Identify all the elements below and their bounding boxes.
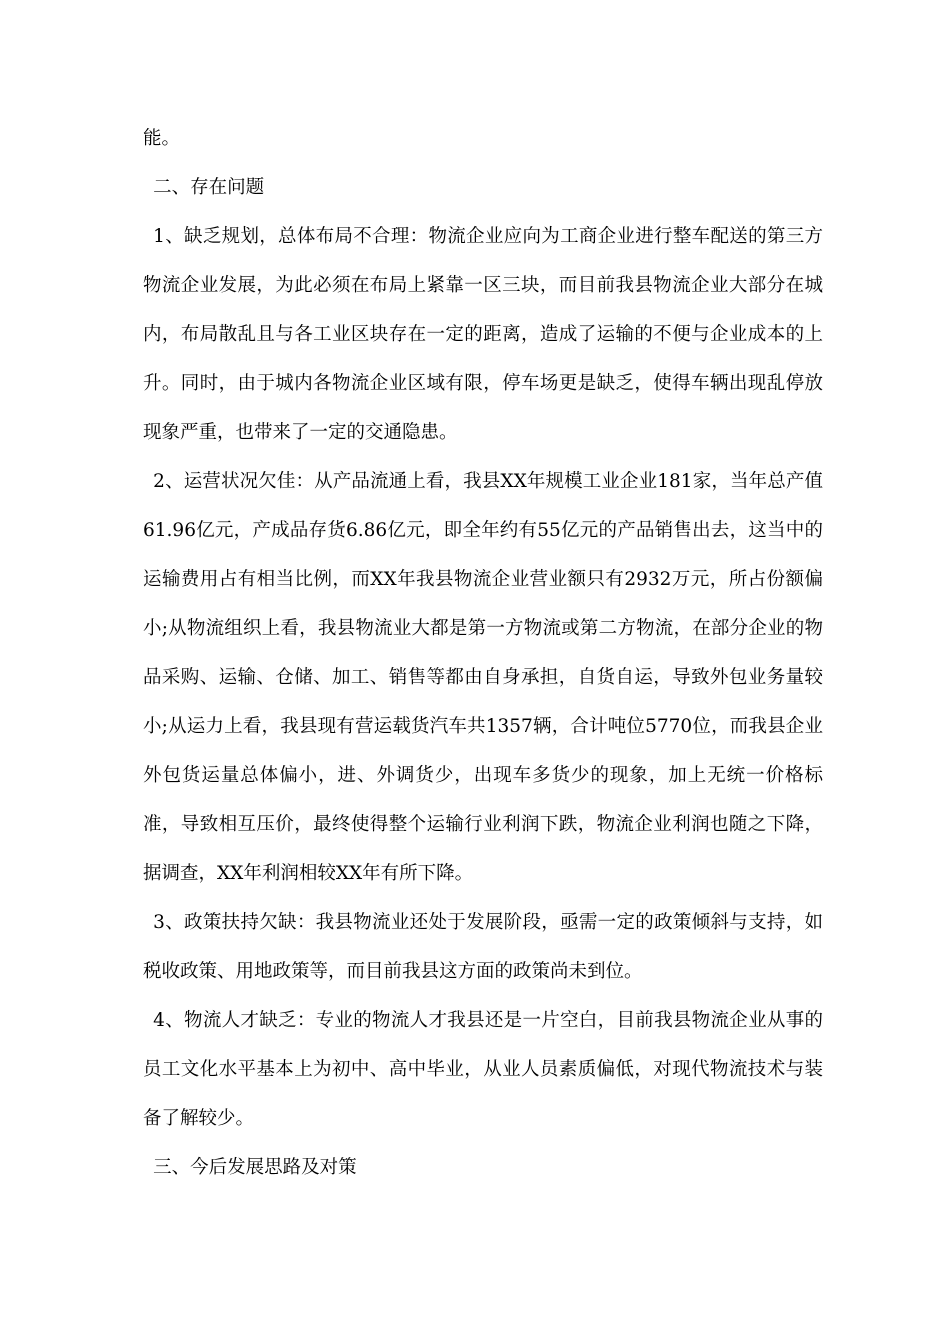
section-heading-problems: 二、存在问题 (153, 177, 265, 198)
paragraph-problem-2: 2、运营状况欠佳：从产品流通上看，我县XX年规模工业企业181家，当年总产值61.96亿元，产成品存货6.86亿元，即全年约有55亿元的产品销售出去，这当中的运输费用占有相当比例，而XX年我县物流企业营业额只有2932万元，所占份额偏小;从物流组织上看，我县物流业大都是第一方物流或第二方物流，在部分企业的物品采购、运输、仓储、加工、销售等都由自身承担，自货自运，导致外包业务量较小;从运力上看，我县现有营运载货汽车共1357辆，合计吨位5770位，而我县企业外包货运量总体偏小，进、外调货少，出现车多货少的现象，加上无统一价格标准，导致相互压价，最终使得整个运输行业利润下跌，物流企业利润也随之下降，据调查，XX年利润相较XX年有所下降。 (143, 471, 823, 884)
paragraph-problem-3: 3、政策扶持欠缺：我县物流业还处于发展阶段，亟需一定的政策倾斜与支持，如税收政策、用地政策等，而目前我县这方面的政策尚未到位。 (143, 912, 823, 982)
paragraph-problem-1: 1、缺乏规划，总体布局不合理：物流企业应向为工商企业进行整车配送的第三方物流企业发展，为此必须在布局上紧靠一区三块，而目前我县物流企业大部分在城内，布局散乱且与各工业区块存在一定的距离，造成了运输的不便与企业成本的上升。同时，由于城内各物流企业区域有限，停车场更是缺乏，使得车辆出现乱停放现象严重，也带来了一定的交通隐患。 (143, 226, 823, 443)
paragraph-continuation: 能。 (143, 128, 181, 149)
document-body (143, 114, 823, 1192)
section-heading-strategy: 三、今后发展思路及对策 (153, 1157, 357, 1178)
paragraph-problem-4: 4、物流人才缺乏：专业的物流人才我县还是一片空白，目前我县物流企业从事的员工文化水平基本上为初中、高中毕业，从业人员素质偏低，对现代物流技术与装备了解较少。 (143, 1010, 823, 1129)
